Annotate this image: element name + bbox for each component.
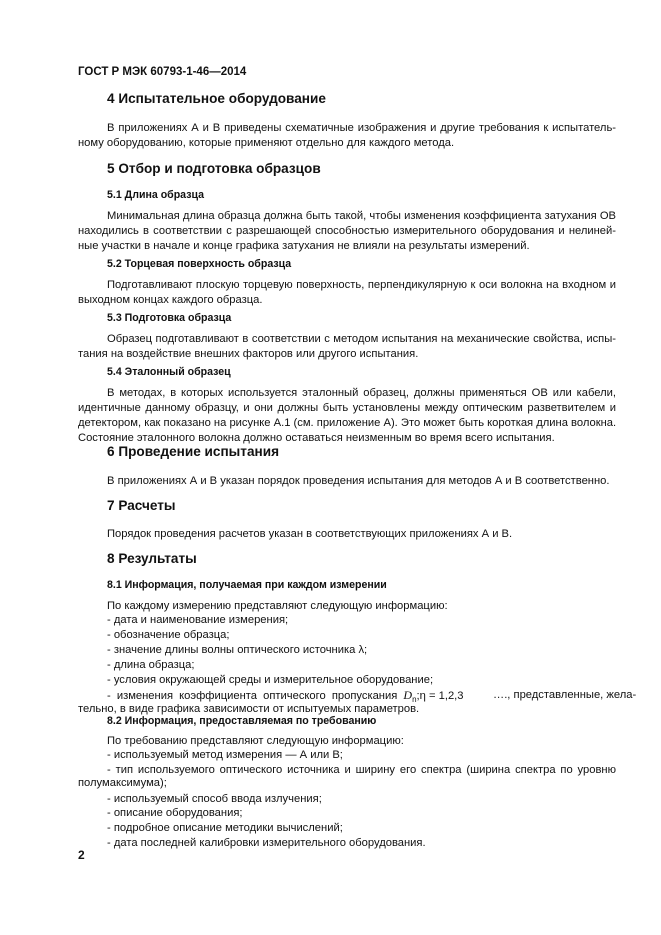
subsection-5-2-line-1: Подготавливают плоскую торцевую поверхность, перпендикулярную к оси волокна на входном и <box>107 279 616 291</box>
section-4-text-line-1: В приложениях А и В приведены схематичные изображения и другие требования к испытатель- <box>107 122 616 134</box>
list-item: - используемый способ ввода излучения; <box>107 793 322 805</box>
list-item-transmittance-line-2: тельно, в виде графика зависимости от испытуемых параметров. <box>78 703 420 715</box>
subsection-5-3-line-1: Образец подготавливают в соответствии с методом испытания на механические свойства, испы- <box>107 333 616 345</box>
list-item: - обозначение образца; <box>107 629 230 641</box>
section-7-heading: 7 Расчеты <box>107 498 176 513</box>
list-item: - длина образца; <box>107 659 195 671</box>
list-item: - значение длины волны оптического источника λ; <box>107 644 368 656</box>
section-6-heading: 6 Проведение испытания <box>107 444 279 459</box>
transmittance-subscript: n <box>412 695 417 705</box>
subsection-8-1-heading: 8.1 Информация, получаемая при каждом измерении <box>107 579 387 591</box>
subsection-8-2-intro: По требованию представляют следующую информацию: <box>107 735 404 747</box>
subsection-5-4-line-1: В методах, в которых используется эталонный образец, должны применяться ОВ или кабели, <box>107 387 616 399</box>
list-item-source-line-2: полумаксимума); <box>78 777 167 789</box>
list-item-transmittance-text: - изменения коэффициента оптического пропускания <box>107 690 398 702</box>
subsection-5-3-line-2: тания на воздействие внешних факторов или другого испытания. <box>78 348 419 360</box>
list-item-source-line-1: - тип используемого оптического источника и ширину его спектра (ширина спектра по уровню <box>107 764 616 776</box>
section-7-text: Порядок проведения расчетов указан в соответствующих приложениях А и В. <box>107 528 513 540</box>
standard-code-header: ГОСТ Р МЭК 60793-1-46—2014 <box>78 66 247 78</box>
section-8-heading: 8 Результаты <box>107 551 197 566</box>
subsection-5-2-line-2: выходном концах каждого образца. <box>78 294 263 306</box>
subsection-5-4-line-4: Состояние эталонного волокна должно оставаться неизменным во время всего испытания. <box>78 432 555 444</box>
subsection-5-3-heading: 5.3 Подготовка образца <box>107 312 232 324</box>
list-item: - описание оборудования; <box>107 807 243 819</box>
subsection-5-4-line-3: детектором, как показано на рисунке А.1 (см. приложение А). Это может быть короткая длина волокна. <box>78 417 617 429</box>
list-item: - подробное описание методики вычислений; <box>107 822 343 834</box>
transmittance-symbol: D <box>403 688 413 702</box>
subsection-5-1-heading: 5.1 Длина образца <box>107 189 204 201</box>
section-4-text-line-2: ному оборудованию, которые применяют отдельно для каждого метода. <box>78 137 455 149</box>
subsection-5-4-line-2: идентичные данному образцу, и они должны быть установлены между оптическим разветвителем и <box>78 402 616 414</box>
list-item: - дата последней калибровки измерительного оборудования. <box>107 837 426 849</box>
subsection-5-4-heading: 5.4 Эталонный образец <box>107 366 231 378</box>
page-number: 2 <box>78 848 85 862</box>
section-6-text: В приложениях А и В указан порядок проведения испытания для методов А и В соответственно. <box>107 475 610 487</box>
list-item: - дата и наименование измерения; <box>107 614 289 626</box>
subsection-5-1-line-3: ные участки в начале и конце графика затухания не влияли на результаты измерений. <box>78 240 530 252</box>
transmittance-index: ;η = 1,2,3 <box>416 690 464 702</box>
section-4-heading: 4 Испытательное оборудование <box>107 91 326 106</box>
subsection-5-1-line-1: Минимальная длина образца должна быть такой, чтобы изменения коэффициента затухания ОВ <box>107 210 616 222</box>
subsection-8-2-heading: 8.2 Информация, предоставляемая по требованию <box>107 715 377 727</box>
subsection-5-2-heading: 5.2 Торцевая поверхность образца <box>107 258 292 270</box>
list-item: - используемый метод измерения — А или В; <box>107 749 343 761</box>
section-5-heading: 5 Отбор и подготовка образцов <box>107 161 321 176</box>
list-item: - условия окружающей среды и измерительное оборудование; <box>107 674 434 686</box>
subsection-8-1-intro: По каждому измерению представляют следующую информацию: <box>107 600 448 612</box>
subsection-5-1-line-2: находились в соответствии с разрешающей способностью измерительного оборудования и нелиней- <box>78 225 616 237</box>
list-item-transmittance-tail: …., представленные, жела- <box>493 689 637 701</box>
